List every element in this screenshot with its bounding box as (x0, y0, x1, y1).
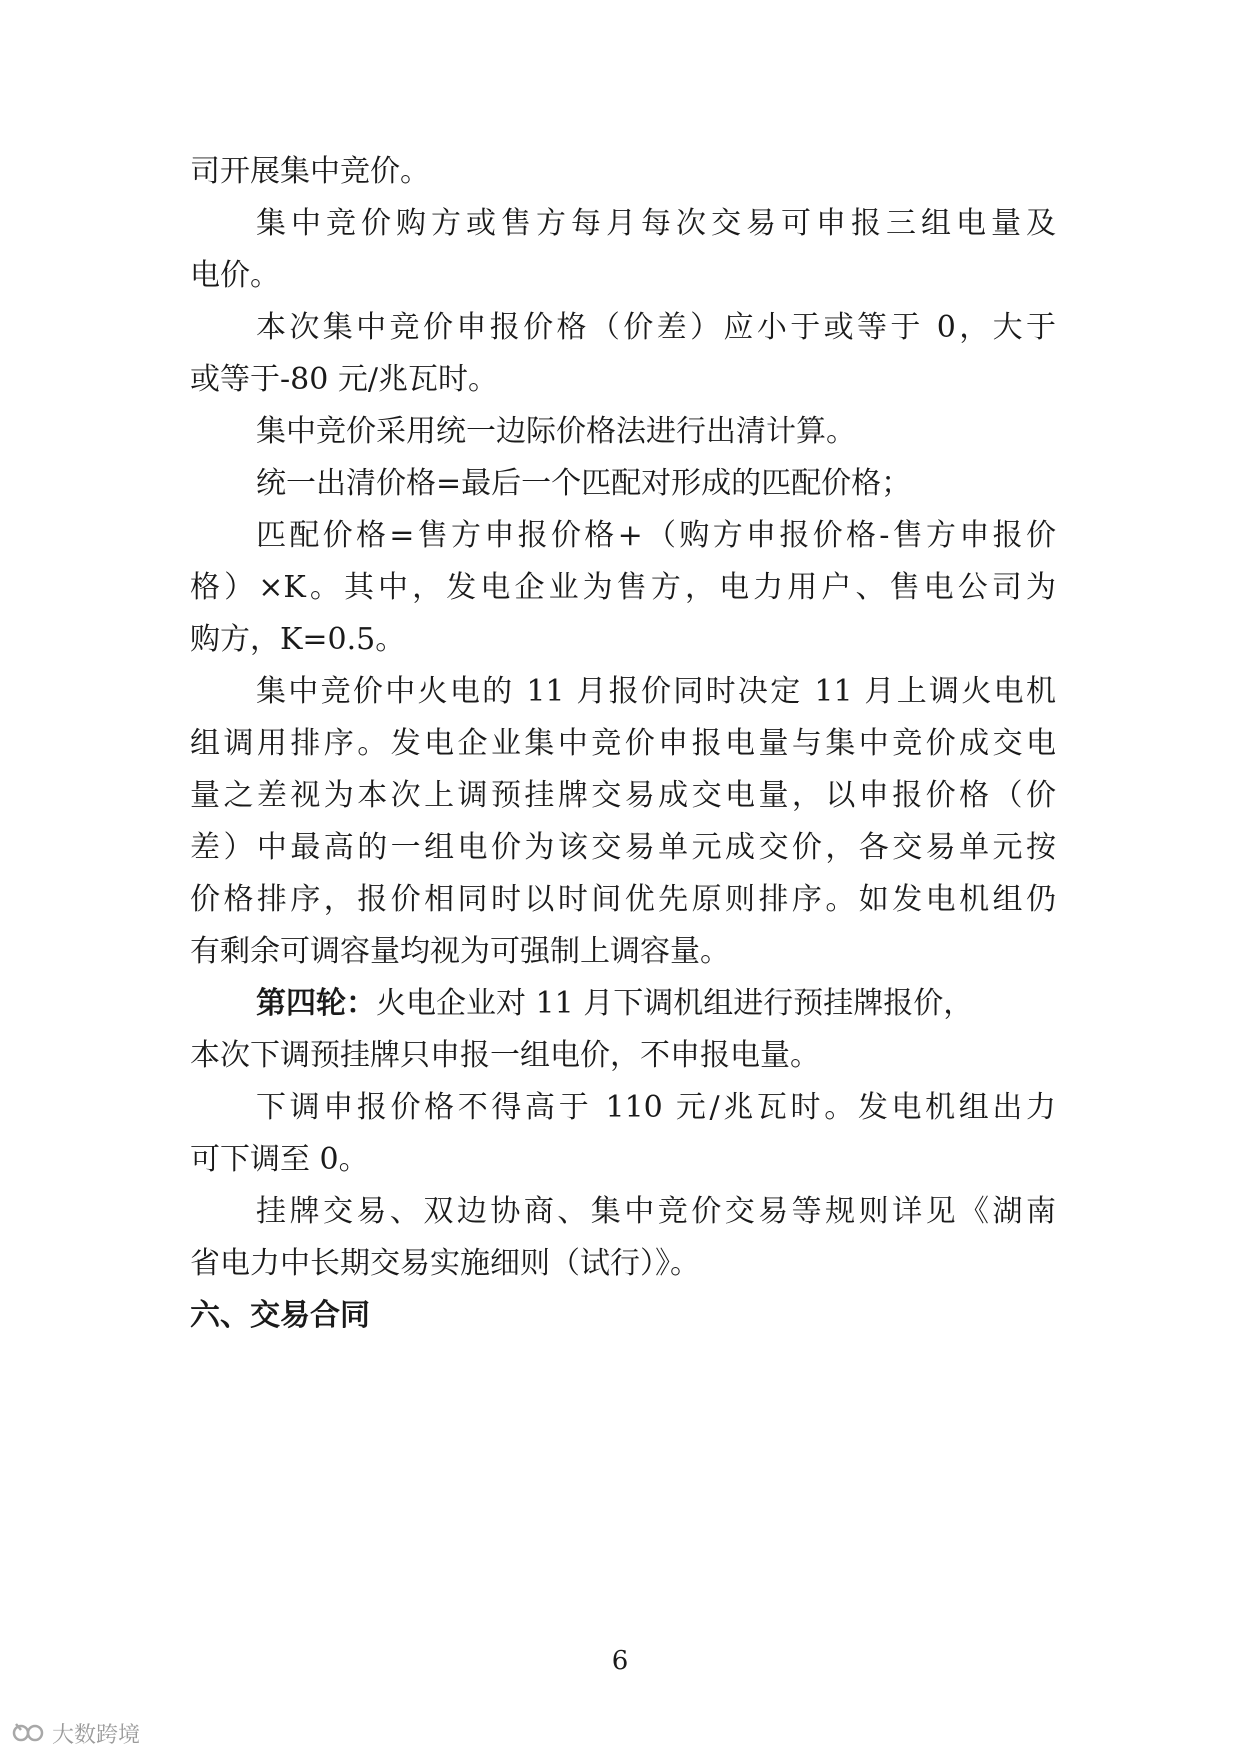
watermark-text: 大数跨境 (52, 1722, 141, 1748)
paragraph-line: 集中竞价中火电的 11 月报价同时决定 11 月上调火电机 (256, 674, 1056, 709)
paragraph-line: 购方，K=0.5。 (190, 622, 406, 657)
paragraph-line: 有剩余可调容量均视为可强制上调容量。 (190, 934, 730, 969)
paragraph-line: 价格排序，报价相同时以时间优先原则排序。如发电机组仍 (190, 882, 1056, 917)
paragraph-line: 下调申报价格不得高于 110 元/兆瓦时。发电机组出力 (256, 1090, 1056, 1125)
paragraph-line: 量之差视为本次上调预挂牌交易成交电量，以申报价格（价 (190, 778, 1056, 813)
paragraph-line: 可下调至 0。 (190, 1142, 369, 1177)
paragraph-line: 差）中最高的一组电价为该交易单元成交价，各交易单元按 (190, 830, 1056, 865)
paragraph-line: 省电力中长期交易实施细则（试行）》。 (190, 1246, 700, 1281)
paragraph-line: 挂牌交易、双边协商、集中竞价交易等规则详见《湖南 (256, 1194, 1056, 1229)
paragraph-line: 组调用排序。发电企业集中竞价申报电量与集中竞价成交电 (190, 726, 1056, 761)
round-four-text: 火电企业对 11 月下调机组进行预挂牌报价， (376, 986, 974, 1021)
section-heading: 六、交易合同 (190, 1298, 370, 1333)
paragraph-line: 本次集中竞价申报价格（价差）应小于或等于 0，大于 (256, 310, 1056, 345)
paragraph-line: 电价。 (190, 258, 280, 293)
watermark (12, 1718, 140, 1748)
paragraph-line: 集中竞价购方或售方每月每次交易可申报三组电量及 (256, 206, 1056, 241)
paragraph-line: 集中竞价采用统一边际价格法进行出清计算。 (256, 414, 856, 449)
paragraph-line: 统一出清价格=最后一个匹配对形成的匹配价格； (256, 466, 912, 501)
round-four-label: 第四轮： (256, 986, 376, 1021)
logo-icon (12, 1720, 46, 1746)
paragraph-line: 或等于-80 元/兆瓦时。 (190, 362, 498, 397)
round-four-line (256, 982, 973, 1026)
paragraph-line: 司开展集中竞价。 (190, 154, 430, 189)
paragraph-line: 匹配价格=售方申报价格+（购方申报价格-售方申报价 (256, 518, 1056, 553)
page-number: 6 (611, 1646, 629, 1676)
paragraph-line: 本次下调预挂牌只申报一组电价，不申报电量。 (190, 1038, 820, 1073)
paragraph-line: 格）×K。其中，发电企业为售方，电力用户、售电公司为 (190, 570, 1056, 605)
